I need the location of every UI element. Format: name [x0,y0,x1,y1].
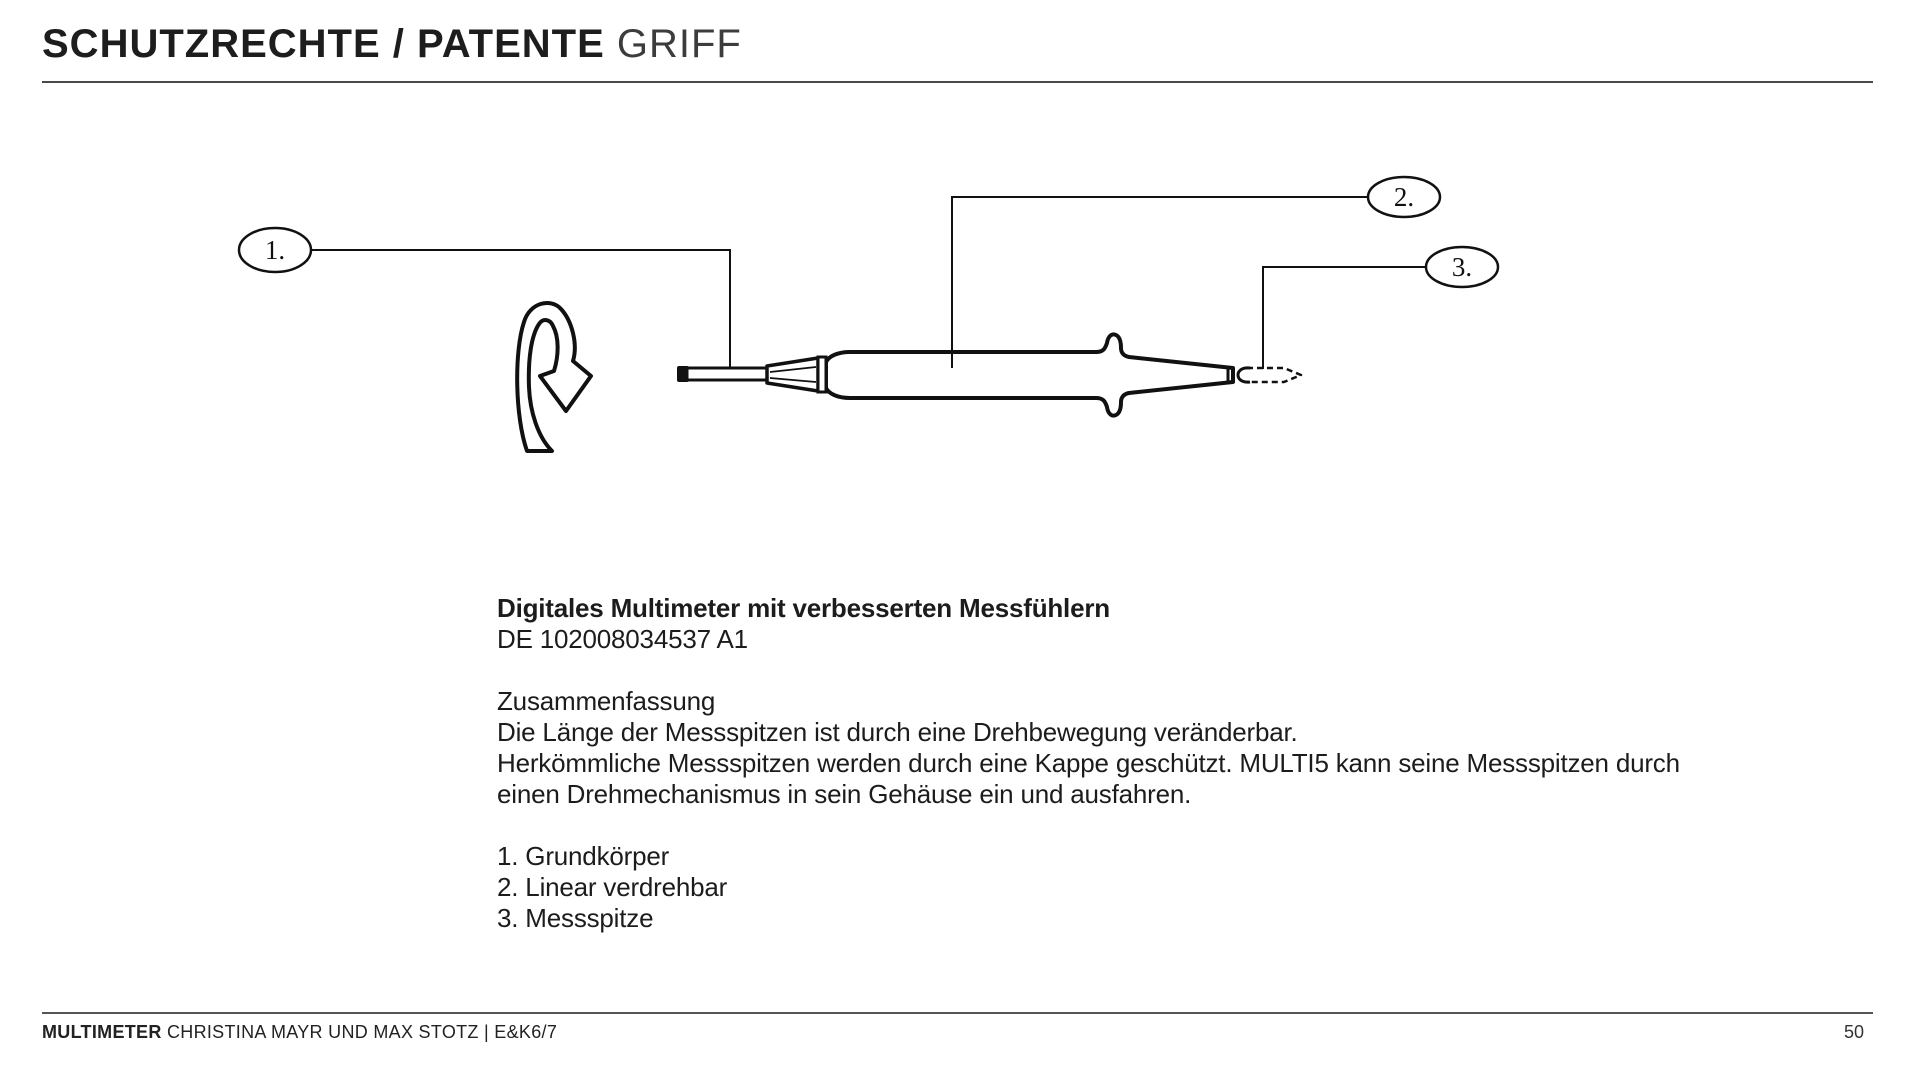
part-item: 3. Messspitze [497,903,654,933]
summary-title: Zusammenfassung [497,686,716,716]
footer-project: MULTIMETER [42,1022,162,1042]
callout-1-label: 1. [264,235,286,265]
footer [42,1022,557,1043]
leader-line-3 [1263,267,1426,369]
leader-line-2 [952,197,1368,368]
probe-left-taper [767,358,818,391]
patent-title: Digitales Multimeter mit verbesserten Messfühlern [497,593,1110,623]
probe-body [826,334,1233,415]
probe-joint [818,357,826,392]
callout-2-label: 2. [1393,182,1415,212]
probe-tip-dashed [1247,368,1301,382]
footer-credits: CHRISTINA MAYR UND MAX STOTZ | E&K6/7 [166,1022,558,1042]
part-item: 2. Linear verdrehbar [497,872,728,902]
callout-2 [1368,177,1440,217]
probe-tip-curl [1238,368,1250,382]
patent-description [497,593,1680,934]
callout-3-label: 3. [1451,252,1473,282]
summary-line: Die Länge der Messspitzen ist durch eine Drehbewegung veränderbar. [497,717,1298,747]
page-number: 50 [1843,1022,1864,1042]
patent-number: DE 102008034537 A1 [497,624,748,654]
summary-line: Herkömmliche Messspitzen werden durch eine Kappe geschützt. MULTI5 kann seine Messspitzen durch [497,748,1680,778]
callout-3 [1426,247,1498,287]
rotation-arrow-icon [517,303,591,451]
parts-list [497,841,1680,934]
page-title-light: GRIFF [616,22,742,66]
summary-line: einen Drehmechanismus in sein Gehäuse ein und ausfahren. [497,779,1192,809]
footer-rule [42,1012,1873,1014]
part-item: 1. Grundkörper [497,841,670,871]
page-title-bold: SCHUTZRECHTE / PATENTE [42,22,605,66]
probe-shaft [687,368,767,380]
callout-1 [239,228,311,272]
probe-drawing [677,334,1301,415]
